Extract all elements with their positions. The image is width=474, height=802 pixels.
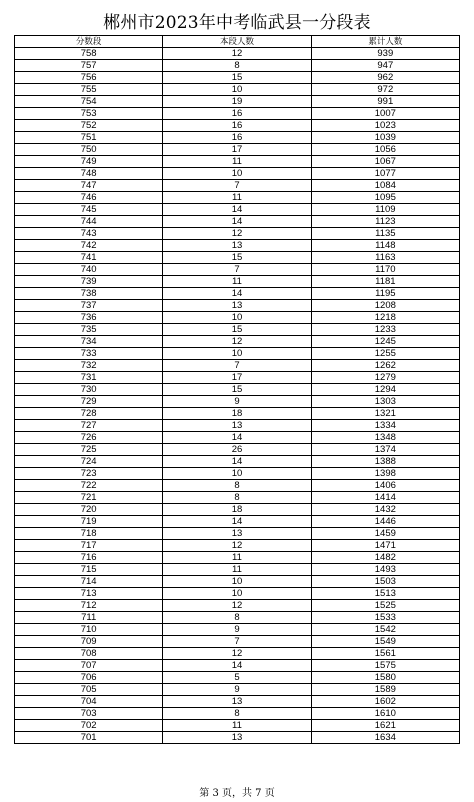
cell-count: 14 <box>163 456 311 468</box>
cell-count: 9 <box>163 684 311 696</box>
cell-count: 12 <box>163 540 311 552</box>
cell-count: 11 <box>163 564 311 576</box>
cell-score: 720 <box>15 504 163 516</box>
cell-score: 741 <box>15 252 163 264</box>
cell-cumulative: 1525 <box>311 600 459 612</box>
table-row <box>15 120 460 132</box>
table-row <box>15 144 460 156</box>
cell-count: 8 <box>163 612 311 624</box>
cell-score: 753 <box>15 108 163 120</box>
cell-count: 12 <box>163 48 311 60</box>
cell-count: 13 <box>163 528 311 540</box>
cell-cumulative: 1109 <box>311 204 459 216</box>
cell-count: 18 <box>163 408 311 420</box>
cell-score: 701 <box>15 732 163 744</box>
table-row <box>15 96 460 108</box>
table-row <box>15 372 460 384</box>
cell-cumulative: 1135 <box>311 228 459 240</box>
cell-count: 14 <box>163 216 311 228</box>
cell-count: 10 <box>163 312 311 324</box>
cell-score: 726 <box>15 432 163 444</box>
cell-cumulative: 1482 <box>311 552 459 564</box>
cell-cumulative: 1432 <box>311 504 459 516</box>
cell-count: 15 <box>163 324 311 336</box>
cell-cumulative: 1580 <box>311 672 459 684</box>
cell-cumulative: 1077 <box>311 168 459 180</box>
table-row <box>15 468 460 480</box>
cell-score: 735 <box>15 324 163 336</box>
cell-cumulative: 1388 <box>311 456 459 468</box>
cell-score: 705 <box>15 684 163 696</box>
cell-cumulative: 1398 <box>311 468 459 480</box>
cell-count: 16 <box>163 132 311 144</box>
cell-score: 728 <box>15 408 163 420</box>
table-row <box>15 252 460 264</box>
cell-score: 704 <box>15 696 163 708</box>
table-row <box>15 420 460 432</box>
cell-score: 755 <box>15 84 163 96</box>
table-row <box>15 48 460 60</box>
table-row <box>15 564 460 576</box>
table-row <box>15 540 460 552</box>
table-row <box>15 156 460 168</box>
table-row <box>15 312 460 324</box>
cell-cumulative: 972 <box>311 84 459 96</box>
cell-cumulative: 1549 <box>311 636 459 648</box>
cell-score: 722 <box>15 480 163 492</box>
cell-cumulative: 1589 <box>311 684 459 696</box>
table-row <box>15 240 460 252</box>
cell-count: 11 <box>163 720 311 732</box>
cell-score: 712 <box>15 600 163 612</box>
cell-cumulative: 947 <box>311 60 459 72</box>
cell-score: 748 <box>15 168 163 180</box>
cell-cumulative: 1446 <box>311 516 459 528</box>
cell-cumulative: 1542 <box>311 624 459 636</box>
table-row <box>15 300 460 312</box>
cell-count: 10 <box>163 348 311 360</box>
table-row <box>15 672 460 684</box>
cell-score: 716 <box>15 552 163 564</box>
cell-score: 710 <box>15 624 163 636</box>
table-row <box>15 180 460 192</box>
table-row <box>15 408 460 420</box>
table-row <box>15 276 460 288</box>
cell-count: 11 <box>163 276 311 288</box>
cell-score: 747 <box>15 180 163 192</box>
cell-score: 745 <box>15 204 163 216</box>
cell-score: 738 <box>15 288 163 300</box>
cell-count: 14 <box>163 204 311 216</box>
table-row <box>15 696 460 708</box>
table-row <box>15 456 460 468</box>
table-row <box>15 480 460 492</box>
cell-score: 734 <box>15 336 163 348</box>
cell-score: 713 <box>15 588 163 600</box>
cell-score: 725 <box>15 444 163 456</box>
cell-cumulative: 1374 <box>311 444 459 456</box>
cell-cumulative: 1218 <box>311 312 459 324</box>
cell-count: 16 <box>163 108 311 120</box>
cell-cumulative: 1007 <box>311 108 459 120</box>
table-row <box>15 384 460 396</box>
cell-score: 742 <box>15 240 163 252</box>
cell-cumulative: 1208 <box>311 300 459 312</box>
cell-score: 703 <box>15 708 163 720</box>
cell-count: 17 <box>163 372 311 384</box>
cell-count: 12 <box>163 228 311 240</box>
cell-cumulative: 1056 <box>311 144 459 156</box>
cell-count: 15 <box>163 384 311 396</box>
cell-count: 13 <box>163 732 311 744</box>
cell-count: 15 <box>163 252 311 264</box>
cell-cumulative: 1334 <box>311 420 459 432</box>
cell-cumulative: 1039 <box>311 132 459 144</box>
cell-count: 13 <box>163 300 311 312</box>
cell-count: 7 <box>163 180 311 192</box>
cell-score: 739 <box>15 276 163 288</box>
cell-count: 13 <box>163 696 311 708</box>
cell-cumulative: 1095 <box>311 192 459 204</box>
table-row <box>15 648 460 660</box>
cell-count: 11 <box>163 552 311 564</box>
cell-count: 14 <box>163 432 311 444</box>
cell-cumulative: 1634 <box>311 732 459 744</box>
cell-cumulative: 1255 <box>311 348 459 360</box>
table-row <box>15 720 460 732</box>
cell-count: 14 <box>163 516 311 528</box>
cell-count: 8 <box>163 708 311 720</box>
table-row <box>15 684 460 696</box>
cell-count: 13 <box>163 420 311 432</box>
table-row <box>15 192 460 204</box>
table-row <box>15 264 460 276</box>
cell-score: 719 <box>15 516 163 528</box>
cell-cumulative: 1181 <box>311 276 459 288</box>
cell-score: 752 <box>15 120 163 132</box>
cell-count: 5 <box>163 672 311 684</box>
cell-score: 727 <box>15 420 163 432</box>
cell-score: 702 <box>15 720 163 732</box>
table-row <box>15 324 460 336</box>
cell-cumulative: 1621 <box>311 720 459 732</box>
cell-cumulative: 1023 <box>311 120 459 132</box>
cell-cumulative: 1610 <box>311 708 459 720</box>
cell-score: 751 <box>15 132 163 144</box>
cell-count: 7 <box>163 264 311 276</box>
cell-cumulative: 1348 <box>311 432 459 444</box>
table-row <box>15 168 460 180</box>
table-row <box>15 732 460 744</box>
table-row <box>15 360 460 372</box>
cell-count: 8 <box>163 60 311 72</box>
cell-score: 756 <box>15 72 163 84</box>
cell-cumulative: 1303 <box>311 396 459 408</box>
cell-count: 18 <box>163 504 311 516</box>
cell-cumulative: 1561 <box>311 648 459 660</box>
cell-cumulative: 1406 <box>311 480 459 492</box>
cell-cumulative: 1471 <box>311 540 459 552</box>
cell-score: 718 <box>15 528 163 540</box>
cell-count: 16 <box>163 120 311 132</box>
cell-cumulative: 1503 <box>311 576 459 588</box>
cell-count: 12 <box>163 648 311 660</box>
cell-count: 9 <box>163 396 311 408</box>
table-row <box>15 588 460 600</box>
table-row <box>15 612 460 624</box>
cell-count: 10 <box>163 84 311 96</box>
cell-cumulative: 1294 <box>311 384 459 396</box>
cell-count: 13 <box>163 240 311 252</box>
cell-cumulative: 1084 <box>311 180 459 192</box>
cell-count: 12 <box>163 336 311 348</box>
cell-score: 758 <box>15 48 163 60</box>
cell-score: 708 <box>15 648 163 660</box>
cell-count: 15 <box>163 72 311 84</box>
page-title: 郴州市2023年中考临武县一分段表 <box>103 13 371 33</box>
cell-count: 8 <box>163 480 311 492</box>
cell-score: 757 <box>15 60 163 72</box>
cell-score: 729 <box>15 396 163 408</box>
cell-cumulative: 1279 <box>311 372 459 384</box>
cell-count: 10 <box>163 168 311 180</box>
cell-score: 721 <box>15 492 163 504</box>
cell-count: 11 <box>163 156 311 168</box>
table-row <box>15 228 460 240</box>
cell-count: 7 <box>163 360 311 372</box>
cell-cumulative: 1067 <box>311 156 459 168</box>
table-row <box>15 432 460 444</box>
cell-cumulative: 991 <box>311 96 459 108</box>
cell-score: 740 <box>15 264 163 276</box>
cell-cumulative: 1148 <box>311 240 459 252</box>
table-row <box>15 84 460 96</box>
cell-score: 744 <box>15 216 163 228</box>
cell-cumulative: 1321 <box>311 408 459 420</box>
table-row <box>15 396 460 408</box>
cell-cumulative: 1533 <box>311 612 459 624</box>
table-body <box>15 48 460 744</box>
table-row <box>15 288 460 300</box>
cell-count: 10 <box>163 468 311 480</box>
cell-cumulative: 939 <box>311 48 459 60</box>
cell-cumulative: 1245 <box>311 336 459 348</box>
table-row <box>15 660 460 672</box>
cell-count: 14 <box>163 660 311 672</box>
cell-score: 709 <box>15 636 163 648</box>
cell-score: 715 <box>15 564 163 576</box>
table-row <box>15 528 460 540</box>
score-table <box>14 35 460 744</box>
cell-count: 11 <box>163 192 311 204</box>
table-row <box>15 576 460 588</box>
cell-score: 714 <box>15 576 163 588</box>
table-row <box>15 504 460 516</box>
cell-score: 754 <box>15 96 163 108</box>
cell-cumulative: 1414 <box>311 492 459 504</box>
cell-count: 26 <box>163 444 311 456</box>
table-row <box>15 204 460 216</box>
cell-score: 711 <box>15 612 163 624</box>
cell-cumulative: 1195 <box>311 288 459 300</box>
cell-cumulative: 1233 <box>311 324 459 336</box>
cell-cumulative: 962 <box>311 72 459 84</box>
cell-score: 706 <box>15 672 163 684</box>
cell-score: 733 <box>15 348 163 360</box>
cell-count: 19 <box>163 96 311 108</box>
cell-score: 724 <box>15 456 163 468</box>
table-row <box>15 444 460 456</box>
cell-score: 723 <box>15 468 163 480</box>
cell-cumulative: 1513 <box>311 588 459 600</box>
cell-count: 17 <box>163 144 311 156</box>
cell-score: 731 <box>15 372 163 384</box>
table-row <box>15 708 460 720</box>
cell-score: 750 <box>15 144 163 156</box>
cell-score: 732 <box>15 360 163 372</box>
cell-score: 707 <box>15 660 163 672</box>
table-row <box>15 624 460 636</box>
table-row <box>15 60 460 72</box>
cell-count: 9 <box>163 624 311 636</box>
cell-count: 10 <box>163 576 311 588</box>
cell-cumulative: 1123 <box>311 216 459 228</box>
cell-cumulative: 1602 <box>311 696 459 708</box>
cell-score: 746 <box>15 192 163 204</box>
cell-score: 717 <box>15 540 163 552</box>
table-row <box>15 516 460 528</box>
column-header-cumulative: 累计人数 <box>311 36 459 48</box>
cell-count: 7 <box>163 636 311 648</box>
table-header-row <box>15 36 460 48</box>
table-row <box>15 636 460 648</box>
cell-score: 736 <box>15 312 163 324</box>
cell-count: 14 <box>163 288 311 300</box>
cell-cumulative: 1459 <box>311 528 459 540</box>
column-header-score: 分数段 <box>15 36 163 48</box>
cell-cumulative: 1493 <box>311 564 459 576</box>
cell-count: 12 <box>163 600 311 612</box>
table-row <box>15 336 460 348</box>
cell-cumulative: 1262 <box>311 360 459 372</box>
cell-cumulative: 1170 <box>311 264 459 276</box>
table-row <box>15 132 460 144</box>
cell-score: 749 <box>15 156 163 168</box>
table-row <box>15 216 460 228</box>
cell-score: 730 <box>15 384 163 396</box>
cell-score: 743 <box>15 228 163 240</box>
table-row <box>15 552 460 564</box>
cell-score: 737 <box>15 300 163 312</box>
table-row <box>15 72 460 84</box>
column-header-count: 本段人数 <box>163 36 311 48</box>
cell-count: 8 <box>163 492 311 504</box>
cell-cumulative: 1163 <box>311 252 459 264</box>
table-row <box>15 348 460 360</box>
cell-cumulative: 1575 <box>311 660 459 672</box>
table-row <box>15 108 460 120</box>
page-footer: 第 3 页，共 7 页 <box>199 788 275 799</box>
table-row <box>15 600 460 612</box>
table-row <box>15 492 460 504</box>
cell-count: 10 <box>163 588 311 600</box>
